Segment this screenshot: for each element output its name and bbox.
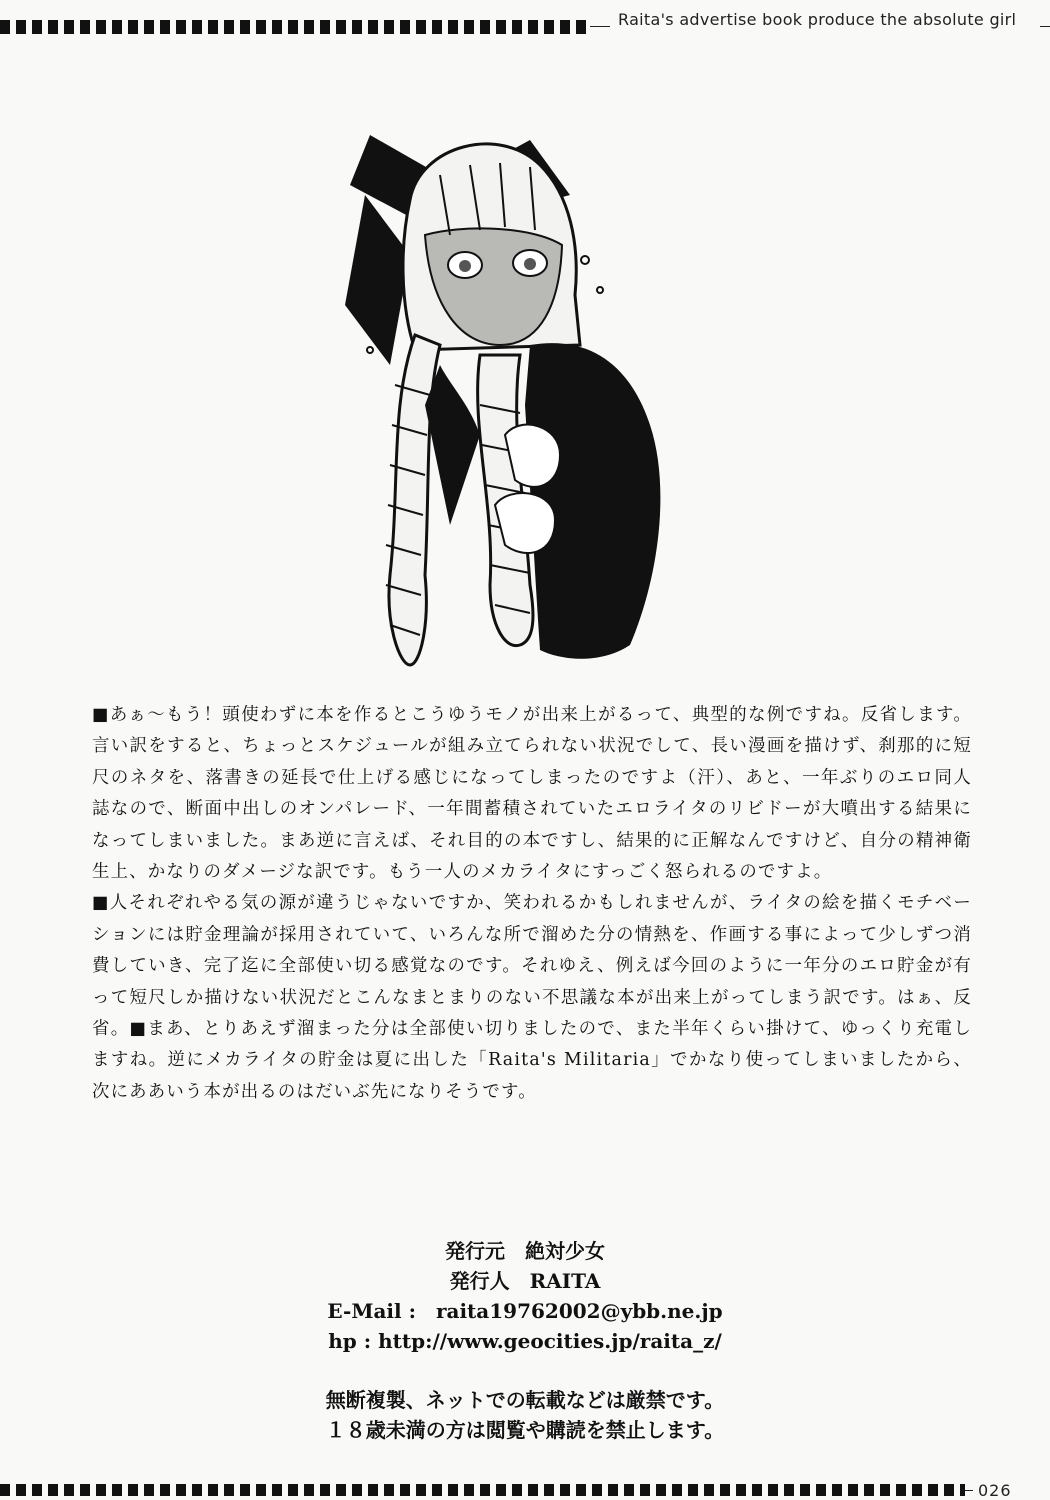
- colophon: [0, 1236, 1050, 1356]
- footer-rule: [965, 1490, 973, 1491]
- afterword-paragraph: ■人それぞれやる気の源が違うじゃないですか、笑われるかもしれませんが、ライタの絵を描くモチベーションには貯金理論が採用されていて、いろんな所で溜めた分の情熱を、作画する事によって少しずつ消費していき、完了迄に全部使い切る感覚なのです。それゆえ、例えば今回のように一年分のエロ貯金が有って短尺しか描けない状況だとこんなまとまりのない不思議な本が出来上がってしまう訳です。はぁ、反省。■まあ、とりあえず溜まった分は全部使い切りましたので、また半年くらい掛けて、ゆっくり充電しますね。逆にメカライタの貯金は夏に出した「Raita's Militaria」でかなり使ってしまいましたから、次にああいう本が出るのはだいぶ先になりそうです。: [92, 893, 972, 1102]
- girl-with-braids-illustration: [330, 105, 710, 675]
- header-title: Raita's advertise book produce the absolute girl: [618, 10, 1017, 29]
- footer-checker-stripe: [0, 1484, 965, 1496]
- afterword-paragraph: ■あぁ〜もう！頭使わずに本を作るとこうゆうモノが出来上がるって、典型的な例ですね。反省します。言い訳をすると、ちょっとスケジュールが組み立てられない状況でして、長い漫画を描けず、刹那的に短尺のネタを、落書きの延長で仕上げる感じになってしまったのですよ（汗）、あと、一年ぶりのエロ同人誌なので、断面中出しのオンパレード、一年間蓄積されていたエロライタのリビドーが大噴出する結果になってしまいました。まあ逆に言えば、それ目的の本ですし、結果的に正解なんですけど、自分の精神衛生上、かなりのダメージな訳です。もう一人のメカライタにすっごく怒られるのですよ。: [92, 705, 972, 883]
- notice-line: １８歳未満の方は閲覧や購読を禁止します。: [325, 1418, 725, 1442]
- page-number: 026: [978, 1481, 1012, 1500]
- header-rule: [590, 26, 610, 27]
- notice-line: 無断複製、ネットでの転載などは厳禁です。: [325, 1388, 725, 1412]
- copyright-notice: [0, 1385, 1050, 1445]
- publisher-line: 発行元 絶対少女: [445, 1239, 605, 1263]
- email-line: E-Mail : raita19762002@ybb.ne.jp: [327, 1299, 723, 1323]
- issuer-line: 発行人 RAITA: [449, 1269, 601, 1293]
- homepage-line: hp : http://www.geocities.jp/raita_z/: [328, 1329, 722, 1353]
- afterword-text: [92, 700, 972, 1108]
- header-checker-stripe: [0, 20, 590, 34]
- header-rule-end: [1040, 26, 1050, 27]
